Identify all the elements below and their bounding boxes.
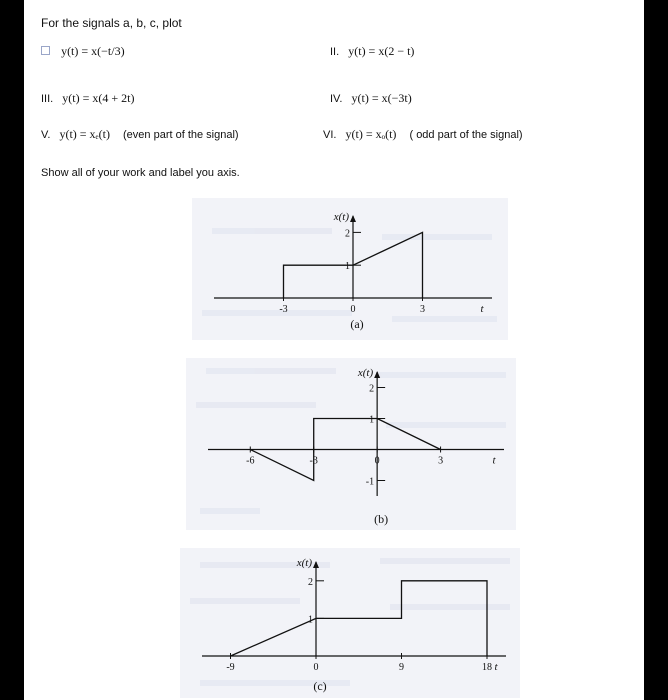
plot-b-title: (b) xyxy=(374,512,389,526)
x-tick-label: -9 xyxy=(226,662,235,673)
problem-expression: y(t) = x(4 + 2t) xyxy=(62,91,135,105)
y-tick-label: 1 xyxy=(308,614,313,626)
problem-3 xyxy=(41,91,134,106)
plot-b xyxy=(186,358,516,530)
plot-c xyxy=(180,548,520,698)
plot-a-ylabel: x(t) xyxy=(333,211,349,223)
x-tick-label: 0 xyxy=(374,455,380,467)
x-tick-label: 18 xyxy=(482,662,492,673)
plot-a xyxy=(192,198,508,340)
problem-5 xyxy=(41,127,239,142)
problem-note: ( odd part of the signal) xyxy=(409,129,523,141)
x-tick-label: 0 xyxy=(313,662,319,673)
plot-c-xlabel: t xyxy=(494,661,498,673)
problem-6 xyxy=(323,127,523,142)
problem-note: (even part of the signal) xyxy=(123,129,239,141)
problem-expression: y(t) = x(−t/3) xyxy=(61,44,125,58)
checkbox-icon xyxy=(41,46,50,55)
y-tick-label: -1 xyxy=(365,476,375,488)
problem-number: IV. xyxy=(330,93,343,105)
x-tick-label: 9 xyxy=(399,662,404,673)
plot-a-title: (a) xyxy=(350,317,364,331)
problem-expression: y(t) = x(2 − t) xyxy=(348,44,415,58)
document-page xyxy=(24,0,644,700)
plot-b-xlabel: t xyxy=(492,454,496,467)
plot-b-ylabel: x(t) xyxy=(357,367,374,379)
problem-number: II. xyxy=(330,46,340,58)
problem-number: V. xyxy=(41,129,51,141)
plot-c-title: (c) xyxy=(313,679,327,693)
plot-c-ylabel: x(t) xyxy=(296,557,312,569)
x-tick-label: 3 xyxy=(438,455,444,467)
y-tick-label: 2 xyxy=(308,576,313,588)
problem-heading: For the signals a, b, c, plot xyxy=(41,16,182,30)
problem-expression: y(t) = xₒ(t) xyxy=(345,127,397,141)
instruction-text: Show all of your work and label you axis. xyxy=(41,167,240,179)
problem-number: VI. xyxy=(323,129,337,141)
plot-a-xlabel: t xyxy=(480,303,484,315)
problem-expression: y(t) = xₑ(t) xyxy=(59,127,110,141)
x-tick-label: -3 xyxy=(309,455,318,467)
problem-4 xyxy=(330,91,412,106)
y-tick-label: 2 xyxy=(345,228,350,240)
y-tick-label: 1 xyxy=(369,414,375,426)
x-tick-label: 0 xyxy=(350,304,356,315)
y-tick-label: 1 xyxy=(345,261,350,273)
problem-expression: y(t) = x(−3t) xyxy=(351,91,412,105)
problem-2 xyxy=(330,44,414,59)
scan-background xyxy=(180,548,520,698)
scan-background xyxy=(186,358,516,530)
x-tick-label: -3 xyxy=(279,304,288,315)
problem-1 xyxy=(41,44,125,59)
x-tick-label: -6 xyxy=(246,455,255,467)
y-tick-label: 2 xyxy=(369,383,375,395)
x-tick-label: 3 xyxy=(420,304,425,315)
problem-number: III. xyxy=(41,93,54,105)
